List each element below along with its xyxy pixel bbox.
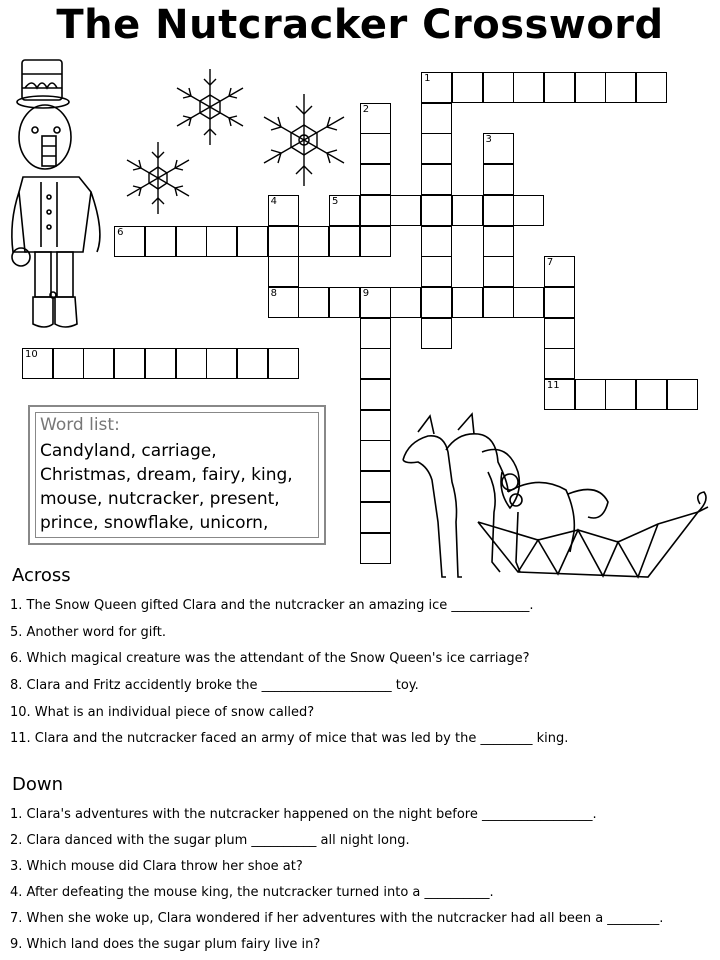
- crossword-cell[interactable]: [114, 226, 145, 257]
- crossword-cell[interactable]: [421, 72, 452, 103]
- crossword-cell[interactable]: [452, 287, 483, 318]
- crossword-cell[interactable]: [575, 72, 606, 103]
- crossword-cell[interactable]: [360, 195, 391, 226]
- crossword-cell[interactable]: [421, 164, 452, 195]
- crossword-cell[interactable]: [636, 379, 667, 410]
- crossword-cell[interactable]: [421, 133, 452, 164]
- clue-number: 5: [332, 195, 339, 207]
- across-heading: Across: [12, 565, 71, 586]
- crossword-cell[interactable]: [298, 287, 329, 318]
- crossword-cell[interactable]: [452, 72, 483, 103]
- crossword-cell[interactable]: [390, 195, 421, 226]
- crossword-cell[interactable]: [145, 348, 176, 379]
- crossword-cell[interactable]: [483, 287, 514, 318]
- word-list-box: [28, 405, 326, 545]
- crossword-cell[interactable]: [360, 318, 391, 349]
- clue-number: 1: [424, 73, 431, 84]
- crossword-cell[interactable]: [53, 348, 84, 379]
- clue-number: 11: [546, 380, 560, 391]
- crossword-cell[interactable]: [206, 348, 237, 379]
- crossword-cell[interactable]: [268, 287, 299, 318]
- crossword-cell[interactable]: [513, 72, 544, 103]
- crossword-cell[interactable]: [298, 226, 329, 257]
- crossword-cell[interactable]: [483, 256, 514, 287]
- across-clue-1: 1. The Snow Queen gifted Clara and the nutcracker an amazing ice ____________.: [10, 598, 534, 613]
- crossword-cell[interactable]: [544, 348, 575, 379]
- crossword-cell[interactable]: [605, 379, 636, 410]
- down-clue-3: 3. Which mouse did Clara throw her shoe at?: [10, 859, 303, 874]
- crossword-cell[interactable]: [329, 226, 360, 257]
- crossword-cell[interactable]: [22, 348, 53, 379]
- clue-number: 10: [25, 349, 38, 361]
- crossword-cell[interactable]: [544, 379, 575, 410]
- word-list-line: mouse, nutcracker, present,: [40, 489, 280, 509]
- crossword-cell[interactable]: [329, 287, 360, 318]
- clue-number: 7: [546, 257, 554, 269]
- crossword-cell[interactable]: [114, 348, 145, 379]
- crossword-cell[interactable]: [83, 348, 114, 379]
- word-list-heading: Word list:: [40, 415, 120, 435]
- across-clue-10: 10. What is an individual piece of snow called?: [10, 705, 315, 720]
- across-clue-8: 8. Clara and Fritz accidently broke the ____________________ toy.: [10, 678, 419, 693]
- down-clue-4: 4. After defeating the mouse king, the nutcracker turned into a __________.: [10, 885, 494, 900]
- crossword-cell[interactable]: [452, 195, 483, 226]
- crossword-cell[interactable]: [360, 410, 391, 441]
- clue-number: 9: [362, 287, 370, 299]
- crossword-cell[interactable]: [360, 379, 391, 410]
- word-list-line: Candyland, carriage,: [40, 441, 217, 461]
- down-clue-1: 1. Clara's adventures with the nutcracker happened on the night before _________________.: [10, 807, 597, 822]
- down-heading: Down: [12, 774, 64, 795]
- crossword-cell[interactable]: [544, 72, 575, 103]
- crossword-cell[interactable]: [268, 256, 299, 287]
- crossword-cell[interactable]: [360, 226, 391, 257]
- crossword-cell[interactable]: [513, 195, 544, 226]
- page-title: The Nutcracker Crossword: [56, 2, 664, 48]
- clue-number: 8: [270, 287, 277, 299]
- crossword-cell[interactable]: [575, 379, 606, 410]
- crossword-cell[interactable]: [360, 287, 391, 318]
- crossword-cell[interactable]: [421, 287, 452, 318]
- clue-number: 3: [485, 134, 492, 146]
- crossword-cell[interactable]: [360, 133, 391, 164]
- crossword-cell[interactable]: [237, 226, 268, 257]
- clue-number: 2: [362, 103, 370, 115]
- crossword-cell[interactable]: [544, 287, 575, 318]
- crossword-cell[interactable]: [667, 379, 698, 410]
- crossword-cell[interactable]: [268, 195, 299, 226]
- crossword-cell[interactable]: [237, 348, 268, 379]
- word-list-line: prince, snowflake, unicorn,: [40, 513, 269, 533]
- crossword-cell[interactable]: [605, 72, 636, 103]
- crossword-cell[interactable]: [483, 133, 514, 164]
- crossword-cell[interactable]: [636, 72, 667, 103]
- crossword-cell[interactable]: [360, 164, 391, 195]
- crossword-cell[interactable]: [421, 195, 452, 226]
- clue-number: 6: [117, 226, 124, 238]
- crossword-cell[interactable]: [206, 226, 237, 257]
- crossword-cell[interactable]: [145, 226, 176, 257]
- crossword-cell[interactable]: [421, 318, 452, 349]
- crossword-cell[interactable]: [360, 533, 391, 564]
- across-clue-11: 11. Clara and the nutcracker faced an army of mice that was led by the ________ king.: [10, 731, 569, 746]
- crossword-cell[interactable]: [483, 164, 514, 195]
- crossword-cell[interactable]: [390, 287, 421, 318]
- clue-number: 4: [270, 195, 277, 207]
- down-clue-7: 7. When she woke up, Clara wondered if her adventures with the nutcracker had all been a ________.: [10, 911, 664, 926]
- crossword-cell[interactable]: [360, 471, 391, 502]
- crossword-cell[interactable]: [360, 502, 391, 533]
- crossword-cell[interactable]: [268, 348, 299, 379]
- down-clue-9: 9. Which land does the sugar plum fairy live in?: [10, 937, 321, 952]
- crossword-cell[interactable]: [513, 287, 544, 318]
- crossword-cell[interactable]: [483, 195, 514, 226]
- crossword-cell[interactable]: [421, 256, 452, 287]
- across-clue-5: 5. Another word for gift.: [10, 625, 166, 640]
- crossword-cell[interactable]: [176, 226, 207, 257]
- crossword-cell[interactable]: [176, 348, 207, 379]
- crossword-cell[interactable]: [360, 103, 391, 134]
- crossword-cell[interactable]: [360, 348, 391, 379]
- crossword-cell[interactable]: [421, 103, 452, 134]
- crossword-cell[interactable]: [360, 440, 391, 471]
- crossword-cell[interactable]: [329, 195, 360, 226]
- crossword-cell[interactable]: [483, 226, 514, 257]
- crossword-cell[interactable]: [268, 226, 299, 257]
- down-clue-2: 2. Clara danced with the sugar plum __________ all night long.: [10, 833, 410, 848]
- crossword-cell[interactable]: [421, 226, 452, 257]
- crossword-cell[interactable]: [544, 318, 575, 349]
- crossword-cell[interactable]: [483, 72, 514, 103]
- word-list-line: Christmas, dream, fairy, king,: [40, 465, 293, 485]
- crossword-cell[interactable]: [544, 256, 575, 287]
- across-clue-6: 6. Which magical creature was the attendant of the Snow Queen's ice carriage?: [10, 651, 530, 666]
